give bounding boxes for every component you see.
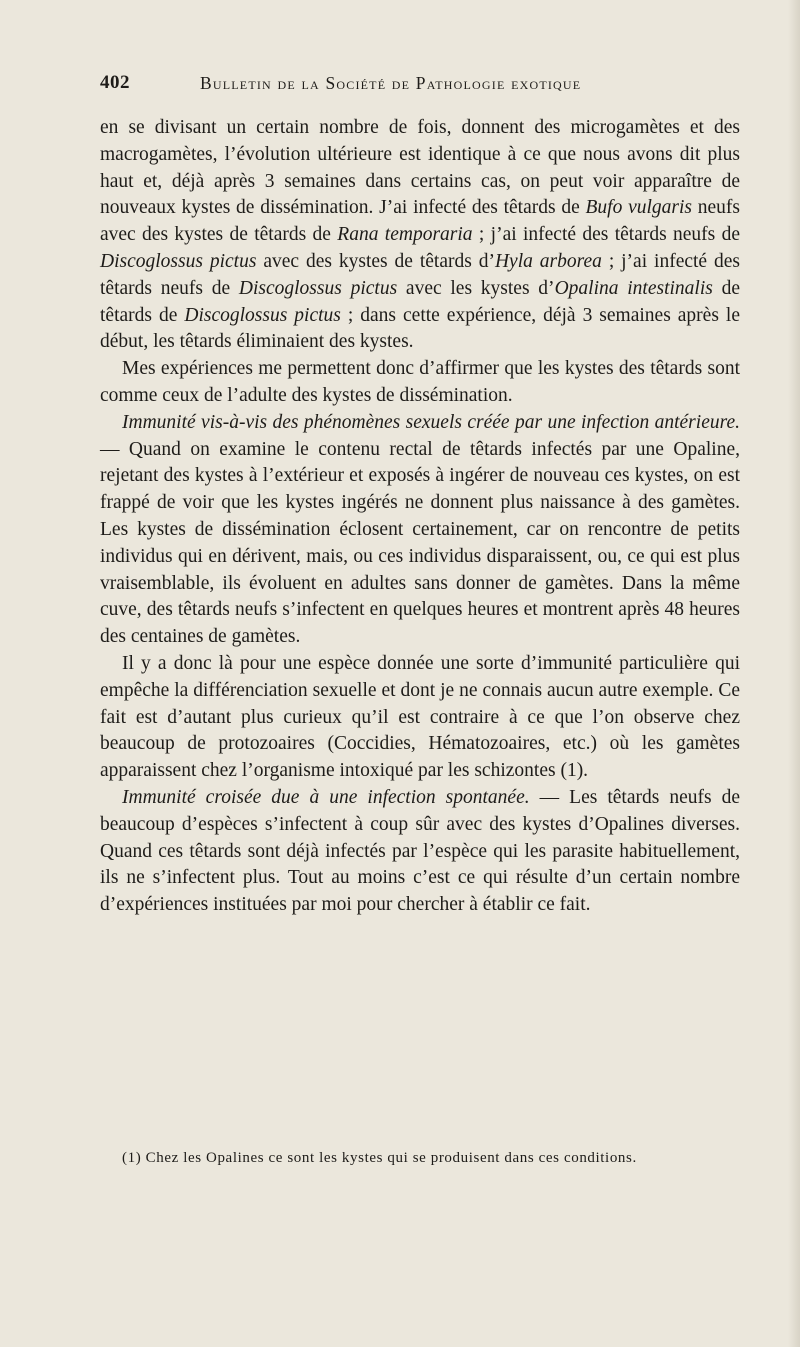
paragraph-4: Il y a donc là pour une espèce donnée une sorte d’immunité particulière qui empêche la différenciation sexuelle et dont je ne connais aucun autre exemple. Ce fait est d’autant plus curieux qu’il est contraire à ce que l’on observe chez beaucoup de protozoaires (Coccidies, Hématozoaires, etc.) où les gamètes apparaissent chez l’organisme intoxiqué par les schizontes (1). [100,652,740,782]
footnote [100,1148,740,1169]
species-name: Discoglossus pictus [184,304,341,326]
paragraph-text: — Quand on examine le contenu rectal de têtards infectés par une Opaline, rejetant des kystes à l’extérieur et exposés à ingérer de nouveau ces kystes, on est frappé de voir que les kystes ingérés ne donnent plus naissance à des gamètes. Les kystes de dissémination éclosent certainement, car on rencontre de petits individus qui en dérivent, mais, ou ces individus disparaissent, ou, ce qui est plus vraisemblable, ils évoluent en adultes sans donner de gamètes. Dans la même cuve, des têtards neufs s’infectent en quelques heures et montrent après 48 heures des centaines de gamètes. [100,438,740,648]
species-name: Opalina intestinalis [554,277,713,299]
paragraph-5 [100,785,740,919]
species-name: Hyla arborea [494,250,602,272]
running-title: Bulletin de la Société de Pathologie exotique [200,73,582,93]
text-run: avec des kystes de têtards d’ [256,250,495,272]
paragraph-3 [100,410,740,651]
footnote-text: (1) Chez les Opalines ce sont les kystes qui se produisent dans ces conditions. [122,1150,637,1166]
text-run: ; dans cette expérience, déjà 3 semaines après le début, les têtards éliminaient des kystes. [100,304,740,353]
text-run: de têtards de [100,277,740,326]
section-heading: Immunité croisée due à une infection spontanée. [122,786,530,808]
body-text [100,115,740,919]
text-run: neufs avec des kystes de têtards de [100,197,740,246]
species-name: Discoglossus pictus [100,250,257,272]
page-edge-shadow [788,0,800,1347]
species-name: Bufo vulgaris [585,197,692,219]
text-run: en se divisant un certain nombre de fois, donnent des microgamètes et des macrogamètes, l’évolution ultérieure est identique à ce que nous avons dit plus haut et, déjà après 3 semaines dans certains cas, on peut voir apparaître de nouveaux kystes de dissémination. J’ai infecté des têtards de [100,117,740,219]
paragraph-2: Mes expériences me permettent donc d’affirmer que les kystes des têtards sont comme ceux de l’adulte des kystes de dissémination. [100,358,740,406]
paragraph-1 [100,115,740,356]
section-heading: Immunité vis-à-vis des phénomènes sexuels créée par une infection antérieure. [122,411,740,433]
page-number: 402 [100,72,130,93]
text-run: ; j’ai infecté des têtards neufs de [472,224,741,246]
text-run: ; j’ai infecté des têtards neufs de [100,250,740,299]
species-name: Discoglossus pictus [238,277,398,299]
species-name: Rana temporaria [337,224,473,246]
paragraph-text: — Les têtards neufs de beaucoup d’espèces s’infectent à coup sûr avec des kystes d’Opalines diverses. Quand ces têtards sont déjà infectés par l’espèce qui les parasite habituellement, ils ne s’infectent plus. Tout au moins c’est ce qui résulte d’un certain nombre d’expériences instituées par moi pour chercher à établir ce fait. [100,786,740,916]
text-run: avec les kystes d’ [397,277,555,299]
page-header [100,72,660,102]
